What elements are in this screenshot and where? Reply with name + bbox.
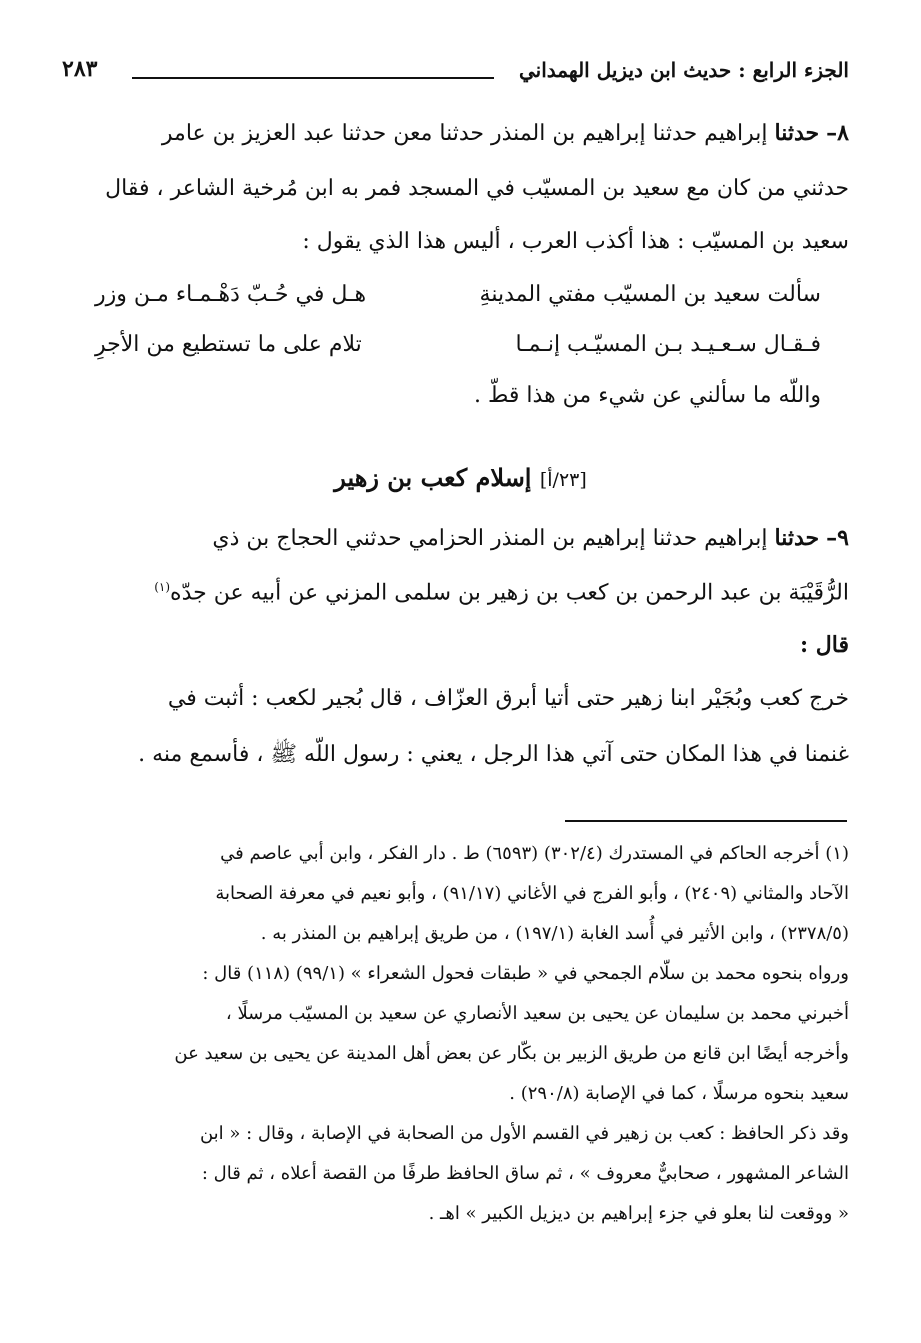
hadith-9-line-2 xyxy=(154,580,849,605)
hadith-lead: حدثنا xyxy=(774,525,820,551)
running-head: الجزء الرابع : حديث ابن ديزيل الهمداني xyxy=(519,58,849,82)
verse-1-first-hemistich: سألت سعيد بن المسيّب مفتي المدينةِ xyxy=(479,282,821,307)
manuscript-folio-ref: [٢٣/أ] xyxy=(539,469,587,491)
header-rule xyxy=(132,77,494,79)
footnote-line: وقد ذكر الحافظ : كعب بن زهير في القسم الأول من الصحابة في الإصابة ، وقال : « ابن xyxy=(199,1123,849,1144)
footnote-line: (٢٣٧٨/٥) ، وابن الأثير في أُسد الغابة (١٩٧/١) ، من طريق إبراهيم بن المنذر به . xyxy=(260,923,849,944)
hadith-text: إبراهيم حدثنا إبراهيم بن المنذر حدثنا معن حدثنا عبد العزيز بن عامر xyxy=(161,121,768,146)
hadith-8-closing: واللّه ما سألني عن شيء من هذا قطّ . xyxy=(474,383,821,408)
footnote-line: أخبرني محمد بن سليمان عن يحيى بن سعيد الأنصاري عن سعيد بن المسيّب مرسلًا ، xyxy=(225,1003,849,1024)
footnote-marker[interactable]: (١) xyxy=(154,580,171,594)
hadith-9-line-1 xyxy=(212,525,849,551)
hadith-8-line-2: حدثني من كان مع سعيد بن المسيّب في المسجد فمر به ابن مُرخية الشاعر ، فقال xyxy=(105,176,849,201)
section-title xyxy=(0,463,921,492)
hadith-8-line-3: سعيد بن المسيّب : هذا أكذب العرب ، أليس هذا الذي يقول : xyxy=(302,229,849,254)
hadith-number: ٩– xyxy=(826,525,849,551)
hadith-9-line-5: غنمنا في هذا المكان حتى آتي هذا الرجل ، يعني : رسول اللّه ﷺ ، فأسمع منه . xyxy=(138,742,849,767)
footnote-line: الآحاد والمثاني (٢٤٠٩) ، وأبو الفرج في الأغاني (٩١/١٧) ، وأبو نعيم في معرفة الصحابة xyxy=(215,883,849,904)
footnote-line: وأخرجه أيضًا ابن قانع من طريق الزبير بن بكّار عن بعض أهل المدينة عن يحيى بن سعيد عن xyxy=(174,1043,849,1064)
verse-2-first-hemistich: فـقـال سـعـيـد بـن المسيّـب إنـمـا xyxy=(515,332,821,357)
footnote-line: « ووقعت لنا بعلو في جزء إبراهيم بن ديزيل الكبير » اهـ . xyxy=(428,1203,849,1224)
footnote-line: ورواه بنحوه محمد بن سلّام الجمحي في « طبقات فحول الشعراء » (٩٩/١) (١١٨) قال : xyxy=(202,963,849,984)
hadith-9-line-4: خرج كعب وبُجَيْر ابنا زهير حتى أتيا أبرق العزّاف ، قال بُجير لكعب : أثبت في xyxy=(167,686,849,711)
page-number: ٢٨٣ xyxy=(62,56,98,82)
hadith-text: إبراهيم حدثنا إبراهيم بن المنذر الحزامي حدثني الحجاج بن ذي xyxy=(212,526,768,551)
section-title-text: إسلام كعب بن زهير xyxy=(334,463,532,492)
hadith-number: ٨– xyxy=(826,120,849,146)
footnote-line: سعيد بنحوه مرسلًا ، كما في الإصابة (٢٩٠/٨) . xyxy=(509,1083,849,1104)
hadith-9-line-3: قال : xyxy=(800,632,849,658)
footnote-line: (١) أخرجه الحاكم في المستدرك (٣٠٢/٤) (٦٥٩٣) ط . دار الفكر ، وابن أبي عاصم في xyxy=(220,843,849,864)
hadith-8-line-1 xyxy=(162,120,849,146)
footnote-line: الشاعر المشهور ، صحابيٌّ معروف » ، ثم ساق الحافظ طرفًا من القصة أعلاه ، ثم قال : xyxy=(201,1163,849,1184)
hadith-lead: حدثنا xyxy=(774,120,820,146)
verse-1-second-hemistich: هـل في حُـبّ دَهْـمـاء مـن وزر xyxy=(95,282,367,307)
verse-2-second-hemistich: تلام على ما تستطيع من الأجرِ xyxy=(95,332,362,357)
hadith-text: الرُّقَيْبَة بن عبد الرحمن بن كعب بن زهير بن سلمى المزني عن أبيه عن جدّه xyxy=(170,580,849,606)
footnote-separator xyxy=(565,820,847,822)
